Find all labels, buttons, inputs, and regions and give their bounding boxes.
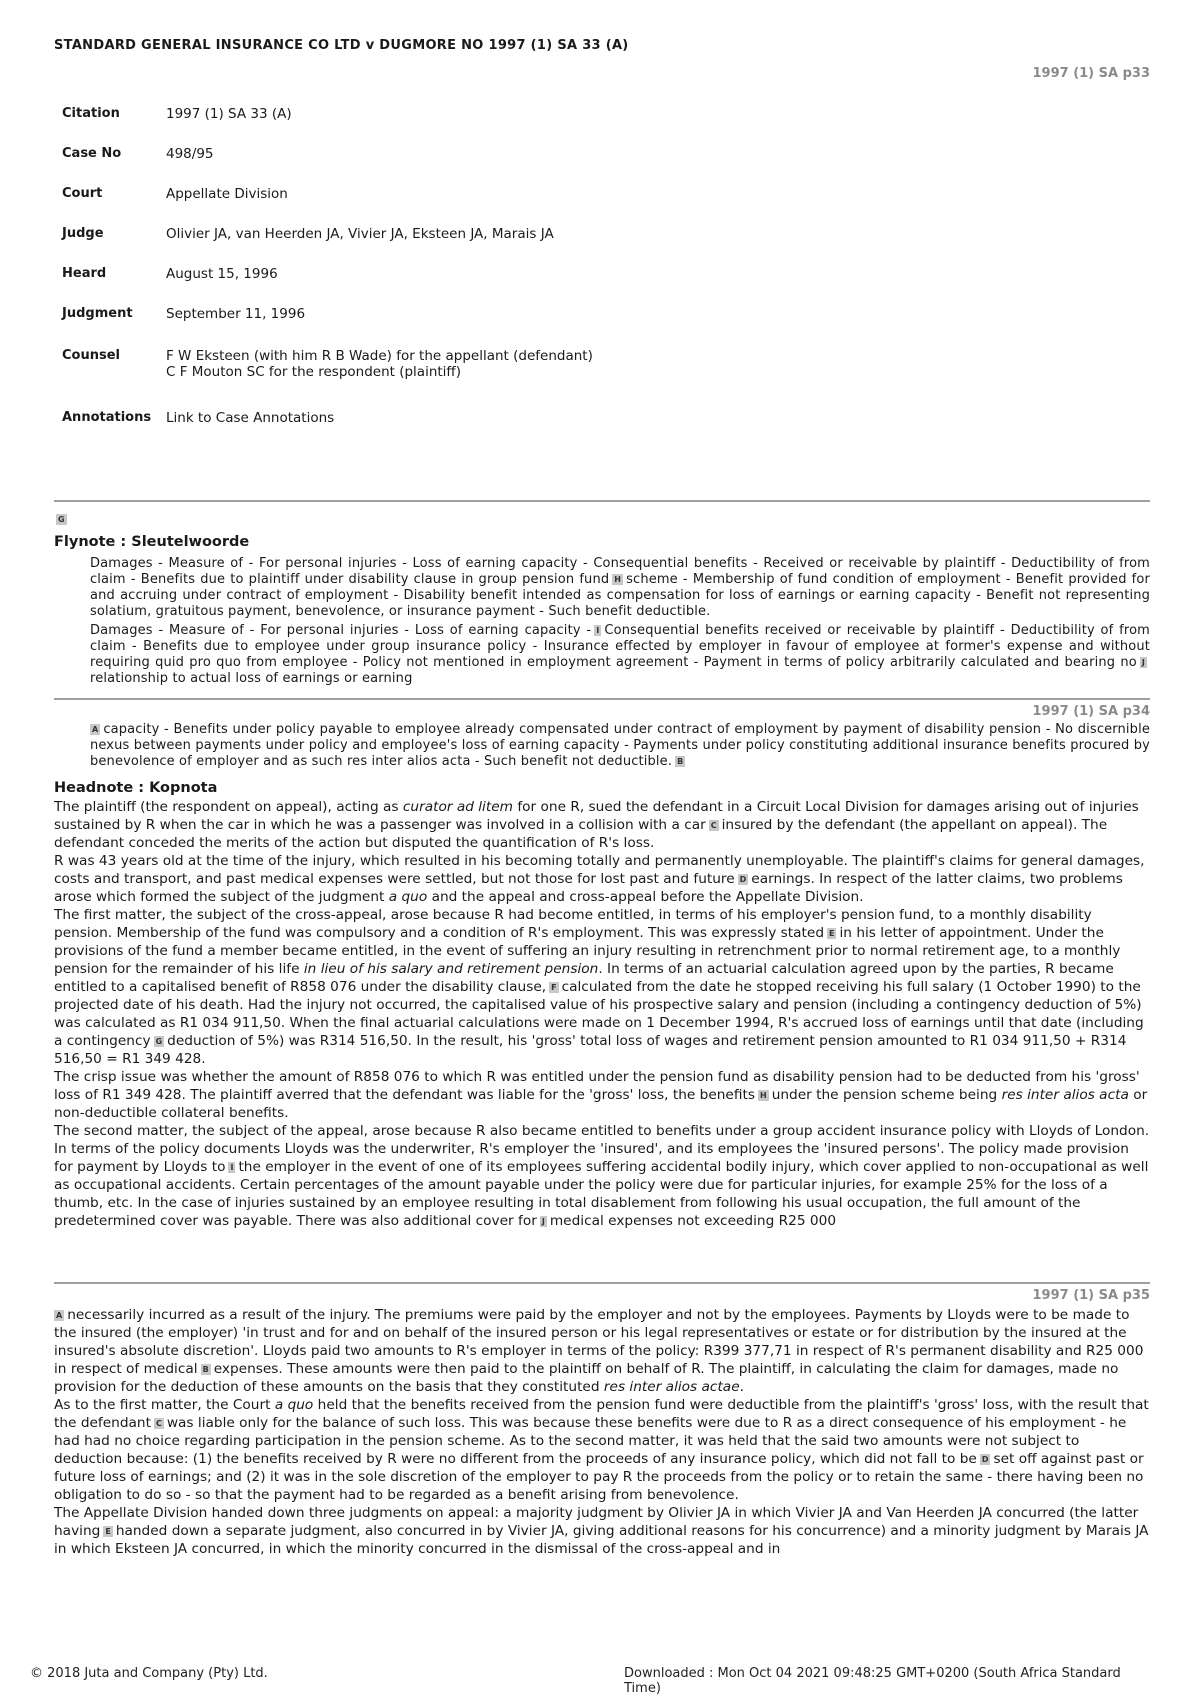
margin-marker-h: H <box>759 1090 767 1100</box>
headnote-paragraph: The crisp issue was whether the amount of R858 076 to which R was entitled under the pension fund as disability pension had to be deducted from his 'gross' loss of R1 349 428. The plaintiff averred that the defendant was liable for the 'gross' loss, the benefits H under the pension scheme being res inter alios acta or non-deductible collateral benefits. <box>54 1069 1148 1121</box>
margin-marker-d: D <box>981 1454 989 1464</box>
flynote-continuation <box>90 722 1150 773</box>
headnote-paragraph: The second matter, the subject of the appeal, arose because R also became entitled to benefits under a group accident insurance policy with Lloyds of London. In terms of the policy documents Lloyds was the underwriter, R's employer the 'insured', and its employees the 'insured persons'. The policy made provision for payment by Lloyds to I the employer in the event of one of its employees suffering accidental bodily injury, which cover applied to non-occupational as well as occupational accidents. Certain percentages of the amount payable under the policy were due for particular injuries, for example 25% for the loss of a thumb, etc. In the case of injuries sustained by an employee resulting in total disablement from following his usual occupation, the full amount of the predetermined cover was payable. There was also additional cover for J medical expenses not exceeding R25 000 <box>54 1123 1150 1229</box>
meta-row-counsel: Counsel F W Eksteen (with him R B Wade) for the appellant (defendant) C F Mouton SC for the respondent (plaintiff) <box>62 348 593 380</box>
flynote-body <box>90 556 1150 690</box>
page-ref-p33: 1997 (1) SA p33 <box>1032 66 1150 81</box>
case-title: STANDARD GENERAL INSURANCE CO LTD v DUGMORE NO 1997 (1) SA 33 (A) <box>54 38 629 53</box>
margin-marker-g: G <box>58 515 65 524</box>
section-divider <box>54 500 1150 502</box>
meta-row-heard: Heard August 15, 1996 <box>62 266 278 282</box>
margin-marker-g: G <box>155 1036 163 1046</box>
meta-row-annotations: Annotations Link to Case Annotations <box>62 410 593 450</box>
headnote-body <box>54 798 1150 1230</box>
meta-row-court: Court Appellate Division <box>62 186 288 202</box>
headnote-title: Headnote : Kopnota <box>54 780 218 796</box>
meta-row-judgment: Judgment September 11, 1996 <box>62 306 306 322</box>
margin-marker-i: I <box>596 626 600 635</box>
flynote-title: Flynote : Sleutelwoorde <box>54 534 250 550</box>
meta-row-citation: Citation 1997 (1) SA 33 (A) <box>62 106 292 122</box>
case-metadata <box>62 106 593 450</box>
page-break-rule <box>54 1282 1150 1284</box>
flynote-paragraph: Damages - Measure of - For personal injuries - Loss of earning capacity - I Consequential benefits received or receivable by plaintiff - Deductibility of from claim - Benefits due to employee under group insurance policy - Insurance effected by employer in favour of employee at former's expense and without requiring quid pro quo from employee - Policy not mentioned in employment agreement - Payment in terms of policy arbitrarily calculated and bearing no Jrelationship to actual loss of earnings or earning <box>90 623 1150 686</box>
margin-marker-j: J <box>541 1216 545 1226</box>
headnote-paragraph: The plaintiff (the respondent on appeal), acting as curator ad litem for one R, sued the defendant in a Circuit Local Division for damages arising out of injuries sustained by R when the car in which he was a passenger was involved in a collision with a car C insured by the defendant (the appellant on appeal). The defendant conceded the merits of the action but disputed the quantification of R's loss. <box>54 799 1139 851</box>
headnote-paragraph: A necessarily incurred as a result of the injury. The premiums were paid by the employer and not by the employees. Payments by Lloyds were to be made to the insured (the employer) 'in trust and for and on behalf of the insured person or his legal representatives or estate or for distribution by the insured at the insured's absolute discretion'. Lloyds paid two amounts to R's employer in terms of the policy: R399 377,71 in respect of R's permanent disability and R25 000 in respect of medical B expenses. These amounts were then paid to the plaintiff on behalf of R. The plaintiff, in calculating the claim for damages, made no provision for the deduction of these amounts on the basis that they constituted res inter alios actae. <box>54 1307 1144 1395</box>
margin-marker-i: I <box>230 1162 234 1172</box>
margin-marker-b: B <box>677 757 684 766</box>
flynote-paragraph: Damages - Measure of - For personal injuries - Loss of earning capacity - Consequential benefits - Received or receivable by plaintiff - Deductibility of from claim - Benefits due to plaintiff under disability clause in group pension fund H scheme - Membership of fund condition of employment - Benefit provided for and accruing under contract of employment - Disability benefit intended as compensation for loss of earnings or earning capacity - Benefit not representing solatium, gratuitous payment, benevolence, or insurance payment - Such benefit deductible. <box>90 556 1150 619</box>
page-ref-p35: 1997 (1) SA p35 <box>1032 1288 1150 1303</box>
margin-marker-f: F <box>551 982 557 992</box>
footer-copyright: © 2018 Juta and Company (Pty) Ltd. <box>30 1666 268 1681</box>
margin-marker-a: A <box>56 1310 63 1320</box>
headnote-paragraph: As to the first matter, the Court a quo held that the benefits received from the pension fund were deductible from the plaintiff's 'gross' loss, with the result that the defendant C was liable only for the balance of such loss. This was because these benefits were due to R as a direct consequence of his employment - he had had no choice regarding participation in the pension scheme. As to the second matter, it was held that the said two amounts were not subject to deduction because: (1) the benefits received by R were no different from the proceeds of any insurance policy, which did not fall to be D set off against past or future loss of earnings; and (2) it was in the sole discretion of the employer to pay R the proceeds from the policy or to retain the same - there having been no obligation to do so - so that the payment had to be regarded as a benefit arising from benevolence. <box>54 1397 1149 1503</box>
footer-downloaded: Downloaded : Mon Oct 04 2021 09:48:25 GMT+0200 (South Africa Standard Time) <box>624 1666 1121 1696</box>
margin-marker-j: J <box>1141 658 1145 667</box>
headnote-continuation <box>54 1306 1150 1558</box>
margin-marker-c: C <box>155 1418 162 1428</box>
meta-row-judge: Judge Olivier JA, van Heerden JA, Vivier JA, Eksteen JA, Marais JA <box>62 226 554 242</box>
headnote-paragraph: The Appellate Division handed down three judgments on appeal: a majority judgment by Olivier JA in which Vivier JA and Van Heerden JA concurred (the latter having E handed down a separate judgment, also concurred in by Vivier JA, giving additional reasons for his concurrence) and a minority judgment by Marais JA in which Eksteen JA concurred, in which the minority concurred in the dismissal of the cross-appeal and in <box>54 1505 1149 1557</box>
headnote-paragraph: R was 43 years old at the time of the injury, which resulted in his becoming totally and permanently unemployable. The plaintiff's claims for general damages, costs and transport, and past medical expenses were settled, but not those for lost past and future D earnings. In respect of the latter claims, two problems arose which formed the subject of the judgment a quo and the appeal and cross-appeal before the Appellate Division. <box>54 853 1145 905</box>
margin-marker-e: E <box>829 928 835 938</box>
margin-marker-d: D <box>739 874 747 884</box>
margin-marker-h: H <box>614 575 622 584</box>
annotations-link[interactable]: Link to Case Annotations <box>166 410 335 426</box>
margin-marker-a: A <box>92 725 99 734</box>
flynote-paragraph: A capacity - Benefits under policy payable to employee already compensated under contract of employment by payment of disability pension - No discernible nexus between payments under policy and employee's loss of earning capacity - Payments under policy constituting additional insurance benefits procured by benevolence of employer and as such res inter alios acta - Such benefit not deductible. B <box>90 722 1150 769</box>
headnote-paragraph: The first matter, the subject of the cross-appeal, arose because R had become entitled, in terms of his employer's pension fund, to a monthly disability pension. Membership of the fund was compulsory and a condition of R's employment. This was expressly stated E in his letter of appointment. Under the provisions of the fund a member became entitled, in the event of suffering an injury resulting in retrenchment prior to normal retirement age, to a monthly pension for the remainder of his life in lieu of his salary and retirement pension. In terms of an actuarial calculation agreed upon by the parties, R became entitled to a capitalised benefit of R858 076 under the disability clause, F calculated from the date he stopped receiving his full salary (1 October 1990) to the projected date of his death. Had the injury not occurred, the capitalised value of his prospective salary and pension (including a contingency deduction of 5%) was calculated as R1 034 911,50. When the final actuarial calculations were made on 1 December 1994, R's accrued loss of earnings until that date (including a contingency G deduction of 5%) was R314 516,50. In the result, his 'gross' total loss of wages and retirement pension amounted to R1 034 911,50 + R314 516,50 = R1 349 428. <box>54 907 1144 1067</box>
margin-marker-c: C <box>710 820 717 830</box>
page-ref-p34: 1997 (1) SA p34 <box>1032 704 1150 719</box>
page-break-rule <box>54 698 1150 700</box>
meta-row-case-no: Case No 498/95 <box>62 146 214 162</box>
margin-marker-b: B <box>202 1364 209 1374</box>
margin-marker-e: E <box>105 1526 111 1536</box>
